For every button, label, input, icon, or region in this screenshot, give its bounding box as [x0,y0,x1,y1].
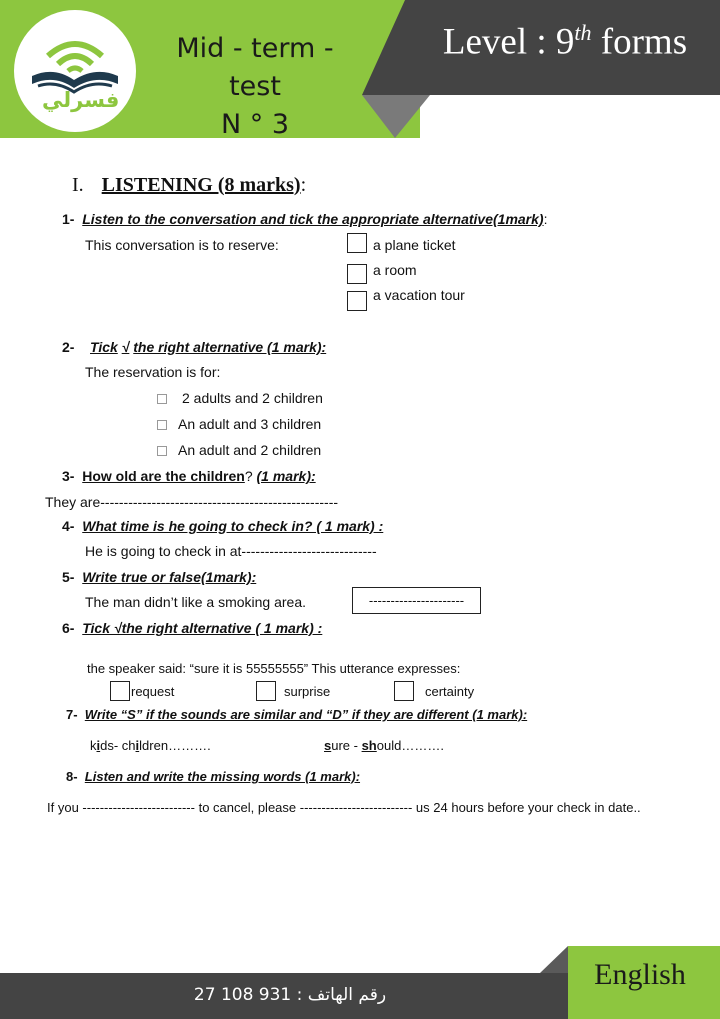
sound-highlight: s [324,738,332,753]
question-mark: ? [244,468,253,484]
question-number: 2- [62,339,75,355]
section-title: LISTENING (8 marks) [101,174,301,196]
sound-highlight: i [96,738,101,753]
question-number: 5- [62,569,75,585]
q2-option-3: An adult and 2 children [178,442,322,458]
question-number: 4- [62,518,75,534]
q6-option-3: certainty [425,684,475,699]
word-part: ould………. [376,738,444,753]
question-8 [66,769,360,784]
checkbox-option[interactable] [347,264,367,284]
question-7 [66,707,527,722]
checkbox-option[interactable] [347,233,367,253]
sound-highlight: sh [361,738,377,753]
q6-option-1: request [131,684,175,699]
test-title-line1: Mid - term - test [176,33,334,102]
question-title: What time is he going to check in? ( 1 mark) : [82,518,384,534]
checkbox-option[interactable] [256,681,276,701]
question-title: Tick √the right alternative ( 1 mark) : [82,620,323,636]
question-number: 1- [62,211,75,227]
test-number: N ° 3 [220,109,290,140]
logo-text: فسرلي [42,88,120,112]
question-number: 7- [66,707,78,722]
q1-option-2: a room [373,262,417,278]
word-part: ure - [331,738,362,753]
question-marks: (1 mark): [256,468,316,484]
level-suffix: forms [591,21,688,63]
question-title-part: Tick [90,339,118,355]
q8-sentence: If you -------------------------- to cancel, please -------------------------- us 24 hours before your check in date.. [47,800,641,815]
true-false-answer-box[interactable]: ---------------------- [352,587,481,614]
question-title: Write “S” if the sounds are similar and “D” if they are different (1 mark): [84,707,528,722]
checkbox-option[interactable] [110,681,130,701]
level-label [420,20,710,63]
logo [14,10,136,132]
question-title: How old are the children [82,468,245,484]
question-title: Listen to the conversation and tick the appropriate alternative(1mark) [82,211,544,227]
word-part: ds- ch [100,738,136,753]
question-4 [62,518,383,534]
checkbox-option[interactable] [157,446,167,456]
section-heading [72,174,306,197]
check-mark-glyph: √ [121,339,130,355]
book-wifi-icon [14,10,136,132]
section-number: I. [72,174,84,196]
question-2 [62,339,326,355]
q5-statement: The man didn’t like a smoking area. [85,594,306,610]
sound-highlight: i [135,738,140,753]
question-number: 3- [62,468,75,484]
checkbox-option[interactable] [157,394,167,404]
q4-answer-line: He is going to check in at----------------------------- [85,543,377,559]
question-title-part: the right alternative (1 mark): [133,339,327,355]
checkbox-option[interactable] [347,291,367,311]
q6-prompt: the speaker said: “sure it is 55555555” This utterance expresses: [87,661,461,676]
question-colon: : [543,211,548,227]
q1-option-1: a plane ticket [373,237,456,253]
question-6 [62,620,322,636]
q6-option-2: surprise [284,684,331,699]
question-number: 6- [62,620,75,636]
word-part: ldren………. [139,738,211,753]
level-sup: th [574,20,592,45]
word-part: k [90,738,97,753]
checkbox-option[interactable] [157,420,167,430]
q3-answer-line: They are--------------------------------------------------- [45,494,339,510]
q1-prompt: This conversation is to reserve: [85,237,279,253]
phone-number: رقم الهاتف : 931 108 27 [193,985,387,1005]
q7-word-pair-1 [90,738,211,753]
section-colon: : [300,174,307,196]
subject-label: English [594,958,686,991]
q2-option-1: 2 adults and 2 children [182,390,323,406]
q2-prompt: The reservation is for: [85,364,221,380]
checkbox-option[interactable] [394,681,414,701]
level-prefix: Level : 9 [442,21,575,63]
question-1 [62,211,547,227]
test-title [150,30,360,144]
question-3 [62,468,316,484]
question-number: 8- [66,769,78,784]
question-5 [62,569,256,585]
question-title: Listen and write the missing words (1 mark): [84,769,361,784]
q1-option-3: a vacation tour [373,287,465,303]
q2-option-2: An adult and 3 children [178,416,322,432]
question-title: Write true or false(1mark): [82,569,257,585]
q7-word-pair-2 [324,738,444,753]
